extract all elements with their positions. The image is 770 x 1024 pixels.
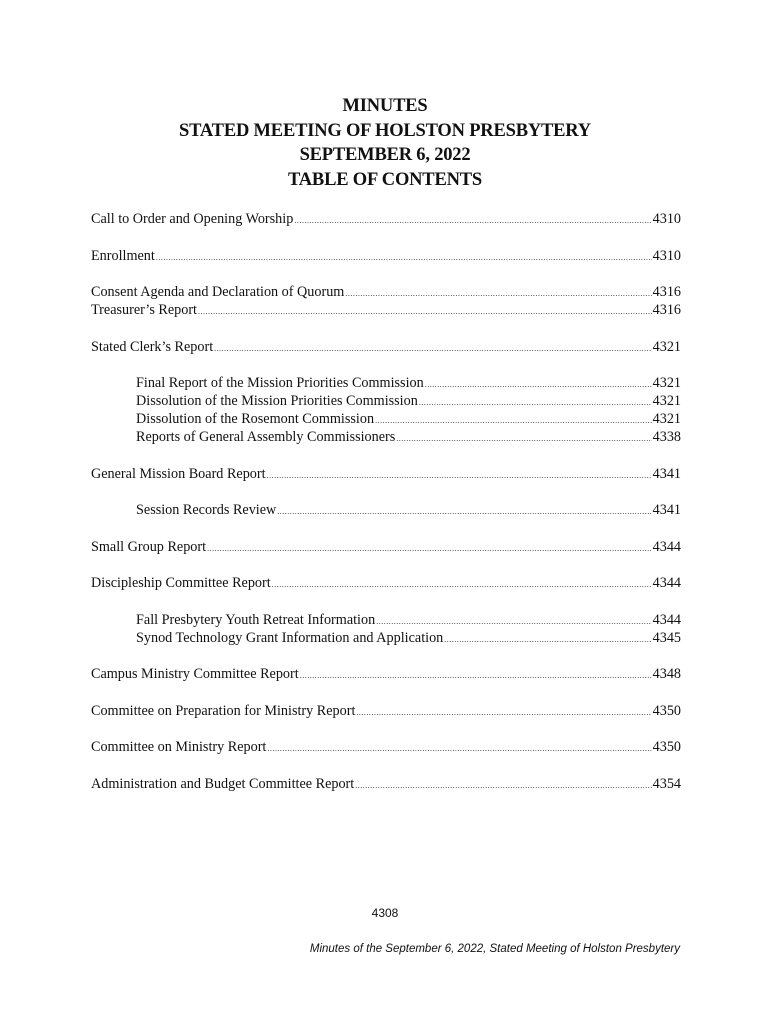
toc-entry-page: 4350 bbox=[652, 739, 681, 755]
dot-leader bbox=[198, 303, 652, 321]
dot-leader bbox=[425, 376, 652, 394]
toc-entry-page: 4316 bbox=[652, 302, 681, 318]
dot-leader bbox=[207, 540, 652, 558]
dot-leader bbox=[300, 667, 652, 685]
toc-entry bbox=[91, 210, 681, 228]
toc-entry-page: 4310 bbox=[652, 211, 681, 227]
toc-entry-page: 4338 bbox=[652, 429, 681, 445]
toc-entry-page: 4344 bbox=[652, 538, 681, 555]
toc-subentry bbox=[91, 501, 681, 519]
toc-entry bbox=[91, 574, 681, 592]
dot-leader bbox=[419, 394, 652, 412]
toc-subentry bbox=[91, 629, 681, 647]
title-date: SEPTEMBER 6, 2022 bbox=[299, 145, 471, 165]
toc-entry bbox=[91, 283, 681, 301]
toc-entry-label: Fall Presbytery Youth Retreat Information bbox=[136, 611, 376, 628]
toc-subentry bbox=[91, 410, 681, 428]
toc-entry-page: 4344 bbox=[652, 611, 681, 628]
dot-leader bbox=[355, 777, 651, 795]
toc-entry-label: Consent Agenda and Declaration of Quorum bbox=[91, 284, 345, 300]
toc-entry-label: Call to Order and Opening Worship bbox=[91, 211, 294, 227]
toc-subentry bbox=[91, 611, 681, 629]
toc-entry-page: 4341 bbox=[652, 465, 681, 482]
toc-subentry bbox=[91, 428, 681, 446]
dot-leader bbox=[396, 430, 651, 448]
toc-entry-label: Treasurer’s Report bbox=[91, 302, 197, 318]
toc-entry bbox=[91, 247, 681, 265]
toc-entry bbox=[91, 301, 681, 319]
dot-leader bbox=[267, 467, 652, 485]
toc-entry bbox=[91, 738, 681, 756]
toc-entry-label: Dissolution of the Mission Priorities Commission bbox=[136, 393, 418, 409]
toc-subentry bbox=[91, 392, 681, 410]
table-of-contents bbox=[91, 210, 681, 793]
toc-entry-page: 4316 bbox=[652, 284, 681, 300]
toc-entry-label: Stated Clerk’s Report bbox=[91, 338, 214, 355]
toc-entry-label: General Mission Board Report bbox=[91, 465, 266, 482]
toc-subentry bbox=[91, 374, 681, 392]
dot-leader bbox=[214, 340, 651, 358]
toc-entry-label: Small Group Report bbox=[91, 538, 207, 555]
dot-leader bbox=[444, 631, 651, 649]
title-table-of-contents: TABLE OF CONTENTS bbox=[288, 169, 482, 190]
toc-entry-label: Enrollment bbox=[91, 247, 155, 264]
toc-entry-page: 4350 bbox=[652, 702, 681, 719]
dot-leader bbox=[356, 704, 651, 722]
dot-leader bbox=[345, 285, 651, 303]
toc-entry-page: 4341 bbox=[652, 502, 681, 518]
document-header bbox=[0, 94, 770, 192]
toc-entry-label: Final Report of the Mission Priorities Commission bbox=[136, 375, 424, 391]
page-number: 4308 bbox=[371, 906, 399, 920]
toc-entry-label: Reports of General Assembly Commissioners bbox=[136, 429, 396, 445]
toc-entry-label: Synod Technology Grant Information and Application bbox=[136, 629, 444, 646]
toc-entry-page: 4321 bbox=[652, 393, 681, 409]
toc-entry-label: Committee on Preparation for Ministry Report bbox=[91, 702, 356, 719]
toc-entry-page: 4348 bbox=[652, 666, 681, 682]
title-minutes: MINUTES bbox=[342, 96, 428, 116]
toc-entry-label: Administration and Budget Committee Report bbox=[91, 775, 355, 792]
dot-leader bbox=[267, 740, 651, 758]
toc-entry-label: Session Records Review bbox=[136, 502, 277, 518]
toc-entry-label: Campus Ministry Committee Report bbox=[91, 666, 299, 682]
dot-leader bbox=[156, 249, 652, 267]
toc-entry bbox=[91, 465, 681, 483]
toc-entry-page: 4321 bbox=[652, 338, 681, 355]
toc-entry bbox=[91, 702, 681, 720]
toc-entry-page: 4310 bbox=[652, 247, 681, 264]
toc-entry bbox=[91, 775, 681, 793]
toc-entry bbox=[91, 338, 681, 356]
dot-leader bbox=[272, 576, 652, 594]
toc-entry-label: Discipleship Committee Report bbox=[91, 575, 271, 591]
dot-leader bbox=[294, 212, 651, 230]
page-footer: Minutes of the September 6, 2022, Stated Meeting of Holston Presbytery bbox=[309, 943, 680, 955]
toc-entry-page: 4354 bbox=[652, 775, 681, 792]
dot-leader bbox=[277, 503, 651, 521]
title-meeting: STATED MEETING OF HOLSTON PRESBYTERY bbox=[179, 120, 591, 141]
toc-entry bbox=[91, 665, 681, 683]
toc-entry-page: 4321 bbox=[652, 375, 681, 391]
toc-entry-label: Committee on Ministry Report bbox=[91, 739, 267, 755]
toc-entry-page: 4321 bbox=[652, 411, 681, 427]
toc-entry-page: 4344 bbox=[652, 575, 681, 591]
dot-leader bbox=[375, 412, 652, 430]
toc-entry bbox=[91, 538, 681, 556]
toc-entry-page: 4345 bbox=[652, 629, 681, 646]
toc-entry-label: Dissolution of the Rosemont Commission bbox=[136, 411, 375, 427]
